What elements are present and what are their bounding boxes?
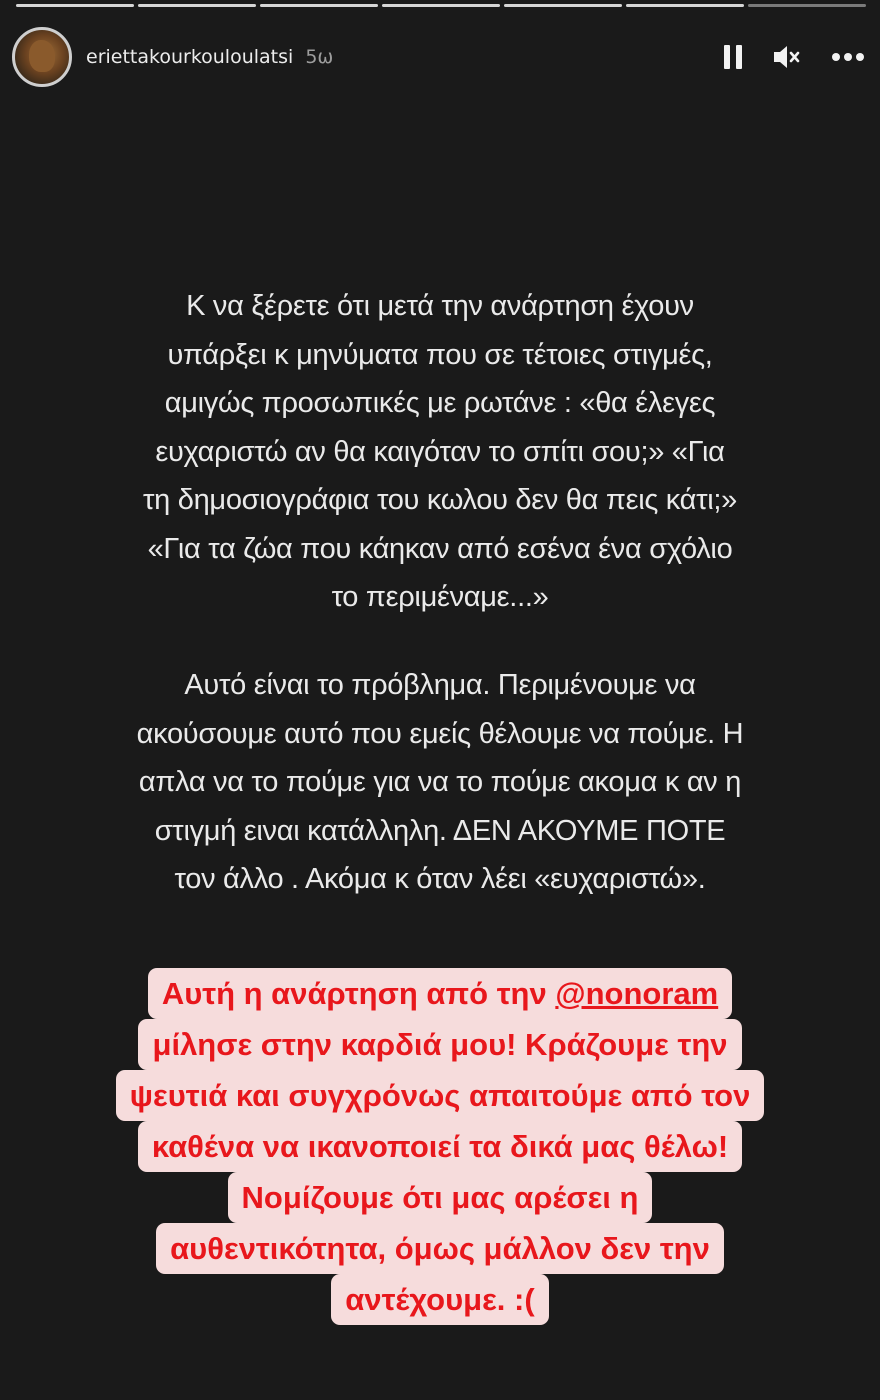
text-line: τη δημοσιογράφια του κωλου δεν θα πεις κάτι;» <box>143 484 737 516</box>
text-line: ακούσουμε αυτό που εμείς θέλουμε να πούμε. Η <box>136 717 744 750</box>
text-line: «Για τα ζώα που κάηκαν από εσένα ένα σχόλιο <box>147 532 733 565</box>
progress-segment <box>382 4 500 7</box>
progress-segment <box>138 4 256 7</box>
highlighted-caption <box>0 968 880 1325</box>
text-line: Κ να ξέρετε ότι μετά την ανάρτηση έχουν <box>186 290 694 322</box>
pause-icon[interactable] <box>724 45 742 69</box>
text-line: το περιμέναμε...» <box>331 581 549 613</box>
highlight-line: ψευτιά και συγχρόνως απαιτούμε από τον <box>116 1070 765 1121</box>
more-icon[interactable] <box>832 53 864 61</box>
story-text-paragraph-1 <box>30 282 850 622</box>
highlight-line: αντέχουμε. :( <box>331 1274 548 1325</box>
highlight-line: καθένα να ικανοποιεί τα δικά μας θέλω! <box>138 1121 742 1172</box>
progress-segment <box>16 4 134 7</box>
story-header <box>12 24 864 90</box>
story-progress-bar <box>16 4 866 7</box>
progress-segment <box>626 4 744 7</box>
mention-link[interactable]: @nonoram <box>555 976 719 1011</box>
text-line: ευχαριστώ αν θα καιγόταν το σπίτι σου;» «Για <box>155 435 725 468</box>
highlight-line: μίλησε στην καρδιά μου! Κράζουμε την <box>138 1019 741 1070</box>
highlight-line <box>148 968 732 1019</box>
progress-segment <box>260 4 378 7</box>
story-controls <box>724 44 864 70</box>
avatar[interactable] <box>12 27 72 87</box>
text-line: απλα να το πούμε για να το πούμε ακομα κ αν η <box>138 766 742 798</box>
story-text-paragraph-2 <box>30 661 850 904</box>
text-line: στιγμή ειναι κατάλληλη. ΔΕΝ ΑΚΟΥΜΕ ΠΟΤΕ <box>154 814 726 847</box>
progress-segment-current <box>748 4 866 7</box>
username[interactable]: eriettakourkouloulatsi <box>86 46 294 68</box>
text-line: υπάρξει κ μηνύματα που σε τέτοιες στιγμές, <box>167 338 713 371</box>
highlight-text: Αυτή η ανάρτηση από την <box>161 976 556 1011</box>
mute-icon[interactable] <box>772 44 802 70</box>
text-line: αμιγώς προσωπικές με ρωτάνε : «θα έλεγες <box>164 387 716 419</box>
text-line: Αυτό είναι το πρόβλημα. Περιμένουμε να <box>184 669 696 701</box>
highlight-line: αυθεντικότητα, όμως μάλλον δεν την <box>156 1223 724 1274</box>
text-line: τον άλλο . Ακόμα κ όταν λέει «ευχαριστώ». <box>174 863 706 895</box>
post-time: 5ω <box>305 46 334 68</box>
highlight-line: Νομίζουμε ότι μας αρέσει η <box>228 1172 653 1223</box>
progress-segment <box>504 4 622 7</box>
